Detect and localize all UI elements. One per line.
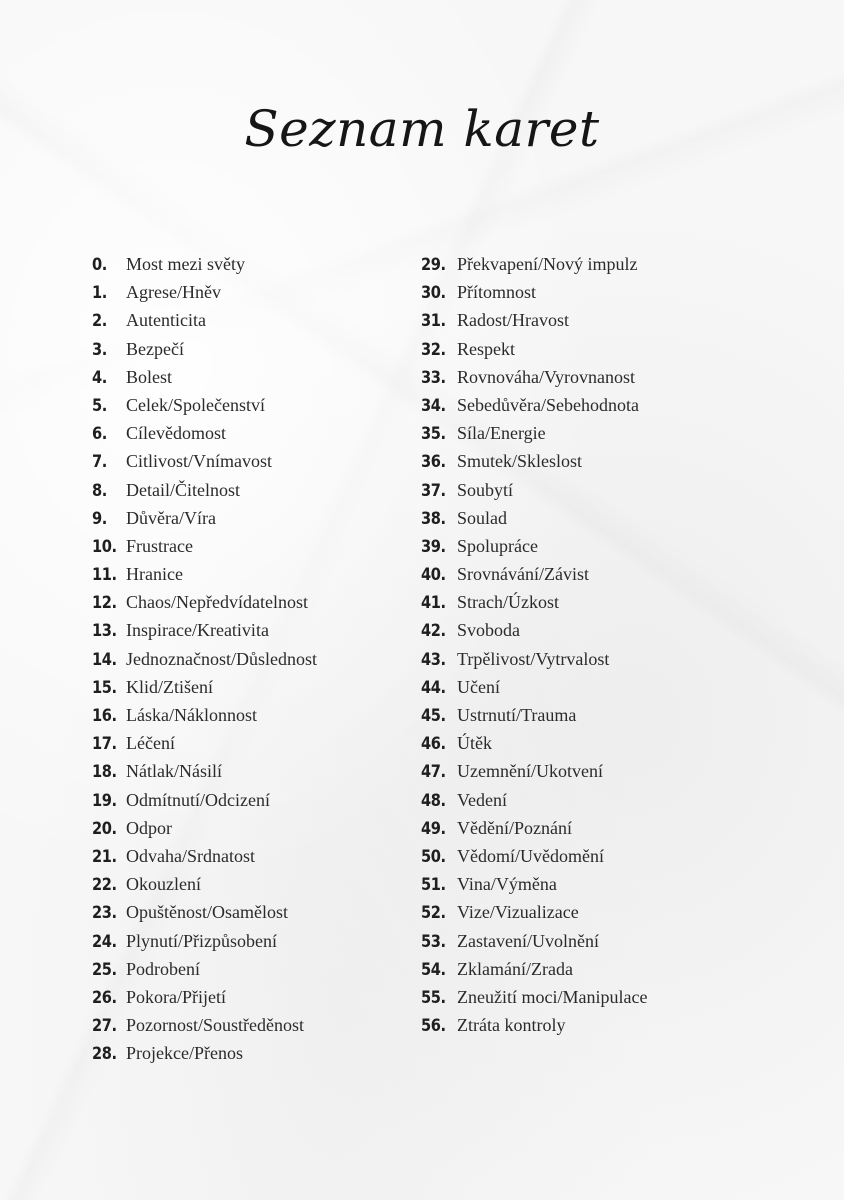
card-number: 50. [421,846,446,867]
card-list-item [421,987,821,1015]
card-list-item [92,254,412,282]
card-name: Opuštěnost/Osamělost [126,902,288,923]
card-list-item [421,423,821,451]
card-number: 23. [92,903,117,924]
card-number: 46. [421,734,446,755]
card-name: Spolupráce [457,535,538,556]
card-number: 19. [92,790,117,811]
card-number: 7. [92,452,107,473]
card-name: Nátlak/Násilí [126,761,222,782]
card-name: Trpělivost/Vytrvalost [457,648,610,669]
card-number: 6. [92,424,107,445]
card-list-item [92,705,412,733]
card-number: 30. [421,283,446,304]
card-name: Chaos/Nepředvídatelnost [126,592,308,613]
card-list-right-column [421,254,821,1043]
card-name: Vedení [457,789,507,810]
card-name: Léčení [126,733,175,754]
card-list-item [421,282,821,310]
card-name: Radost/Hravost [457,310,569,331]
card-list-item [92,790,412,818]
card-name: Síla/Energie [457,423,546,444]
card-name: Autenticita [126,310,206,331]
card-list-left-column [92,254,412,1071]
card-number: 32. [421,339,446,360]
card-name: Odmítnutí/Odcizení [126,789,270,810]
card-number: 41. [421,593,446,614]
page-title: Seznam karet [244,100,600,158]
card-number: 21. [92,846,117,867]
card-name: Smutek/Skleslost [457,451,583,472]
card-number: 22. [92,875,117,896]
card-name: Hranice [126,564,183,585]
card-list-item [92,282,412,310]
card-name: Láska/Náklonnost [126,705,257,725]
card-number: 28. [92,1044,117,1065]
card-name: Bolest [126,366,173,387]
card-number: 56. [421,1016,446,1037]
card-list-item [421,677,821,705]
card-number: 15. [92,677,117,698]
card-name: Odvaha/Srdnatost [126,845,255,866]
card-list-item [421,705,821,733]
card-number: 37. [421,480,446,501]
card-name: Cílevědomost [126,423,226,444]
card-list-item [421,761,821,789]
card-name: Most mezi světy [126,254,245,274]
card-number: 42. [421,621,446,642]
card-number: 26. [92,987,117,1008]
card-list-item [92,1043,412,1071]
card-list-item [92,649,412,677]
card-list-item [92,310,412,338]
card-number: 25. [92,959,117,980]
card-list-item [421,451,821,479]
card-list-item [421,959,821,987]
card-list-item [92,395,412,423]
card-number: 13. [92,621,117,642]
card-number: 5. [92,395,107,416]
card-list-item [421,310,821,338]
card-name: Pozornost/Soustředěnost [126,1015,304,1036]
card-number: 8. [92,480,107,501]
card-number: 18. [92,762,117,783]
card-list-item [421,620,821,648]
card-name: Frustrace [126,535,193,556]
card-list-item [421,649,821,677]
card-list-item [421,339,821,367]
card-name: Soubytí [457,479,514,500]
card-name: Odpor [126,817,172,838]
card-name: Celek/Společenství [126,394,265,415]
card-list-item [92,677,412,705]
card-number: 47. [421,762,446,783]
card-list-item [92,451,412,479]
card-list-item [92,592,412,620]
card-number: 33. [421,367,446,388]
card-name: Projekce/Přenos [126,1043,243,1064]
card-name: Detail/Čitelnost [126,479,240,500]
card-list-item [92,874,412,902]
card-name: Důvěra/Víra [126,507,216,528]
card-name: Inspirace/Kreativita [126,620,269,641]
card-number: 9. [92,508,107,529]
card-list-item [421,902,821,930]
card-list-item [92,987,412,1015]
card-name: Zneužití moci/Manipulace [457,986,648,1007]
card-list-item [421,846,821,874]
card-list-item [421,564,821,592]
card-number: 1. [92,283,107,304]
card-name: Pokora/Přijetí [126,986,226,1007]
card-number: 49. [421,818,446,839]
card-name: Respekt [457,338,515,359]
card-number: 16. [92,706,117,726]
card-number: 43. [421,649,446,670]
card-name: Soulad [457,507,508,528]
card-list-item [92,959,412,987]
card-number: 55. [421,987,446,1008]
card-name: Sebedůvěra/Sebehodnota [457,394,639,415]
card-name: Okouzlení [126,874,201,895]
card-number: 17. [92,734,117,755]
card-list-item [421,536,821,564]
card-number: 4. [92,367,107,388]
card-name: Bezpečí [126,338,184,359]
card-number: 38. [421,508,446,529]
card-list-item [421,480,821,508]
card-number: 24. [92,931,117,952]
card-number: 20. [92,818,117,839]
card-list-item [421,874,821,902]
card-list-item [92,818,412,846]
card-list-item [421,1015,821,1043]
card-list-item [421,733,821,761]
card-number: 53. [421,931,446,952]
card-number: 12. [92,593,117,614]
card-number: 29. [421,255,446,275]
card-number: 31. [421,311,446,332]
card-list-item [92,846,412,874]
card-name: Ztráta kontroly [457,1015,566,1036]
card-number: 39. [421,536,446,557]
card-name: Uzemnění/Ukotvení [457,761,603,782]
card-name: Citlivost/Vnímavost [126,451,273,472]
card-name: Rovnováha/Vyrovnanost [457,366,635,387]
card-list-item [92,620,412,648]
card-number: 36. [421,452,446,473]
card-name: Ustrnutí/Trauma [457,705,577,725]
card-number: 48. [421,790,446,811]
card-name: Vědění/Poznání [457,817,572,838]
card-name: Překvapení/Nový impulz [457,254,638,274]
card-list-item [92,733,412,761]
card-list-item [421,790,821,818]
card-list-item [92,480,412,508]
card-name: Vina/Výměna [457,874,557,895]
card-name: Agrese/Hněv [126,282,221,303]
card-name: Podrobení [126,958,200,979]
card-name: Svoboda [457,620,520,641]
card-number: 34. [421,395,446,416]
card-list-item [92,902,412,930]
card-list-item [92,423,412,451]
card-name: Učení [457,676,500,697]
card-number: 27. [92,1016,117,1037]
card-number: 54. [421,959,446,980]
card-number: 14. [92,649,117,670]
card-number: 40. [421,565,446,586]
card-name: Zklamání/Zrada [457,958,573,979]
card-list-item [421,254,821,282]
card-name: Plynutí/Přizpůsobení [126,930,278,951]
card-number: 2. [92,311,107,332]
card-name: Strach/Úzkost [457,592,559,613]
card-number: 45. [421,706,446,726]
card-number: 10. [92,536,117,557]
card-list-item [92,1015,412,1043]
card-list-item [421,508,821,536]
card-list-item [421,367,821,395]
card-number: 51. [421,875,446,896]
card-name: Přítomnost [457,282,537,303]
card-list-item [92,339,412,367]
card-list-item [421,818,821,846]
card-list-item [92,367,412,395]
card-name: Srovnávání/Závist [457,564,589,585]
card-name: Jednoznačnost/Důslednost [126,648,317,669]
card-list-item [421,931,821,959]
card-list-item [92,931,412,959]
card-list-item [421,395,821,423]
card-name: Klid/Ztišení [126,676,213,697]
card-name: Útěk [457,733,492,754]
card-number: 3. [92,339,107,360]
card-number: 35. [421,424,446,445]
card-number: 0. [92,255,107,275]
card-list-item [92,508,412,536]
card-name: Vědomí/Uvědomění [457,845,604,866]
card-name: Zastavení/Uvolnění [457,930,599,951]
card-list-item [92,564,412,592]
card-number: 44. [421,677,446,698]
card-name: Vize/Vizualizace [457,902,579,923]
card-list-item [92,536,412,564]
card-number: 52. [421,903,446,924]
card-number: 11. [92,565,117,586]
card-list-item [421,592,821,620]
card-list-item [92,761,412,789]
